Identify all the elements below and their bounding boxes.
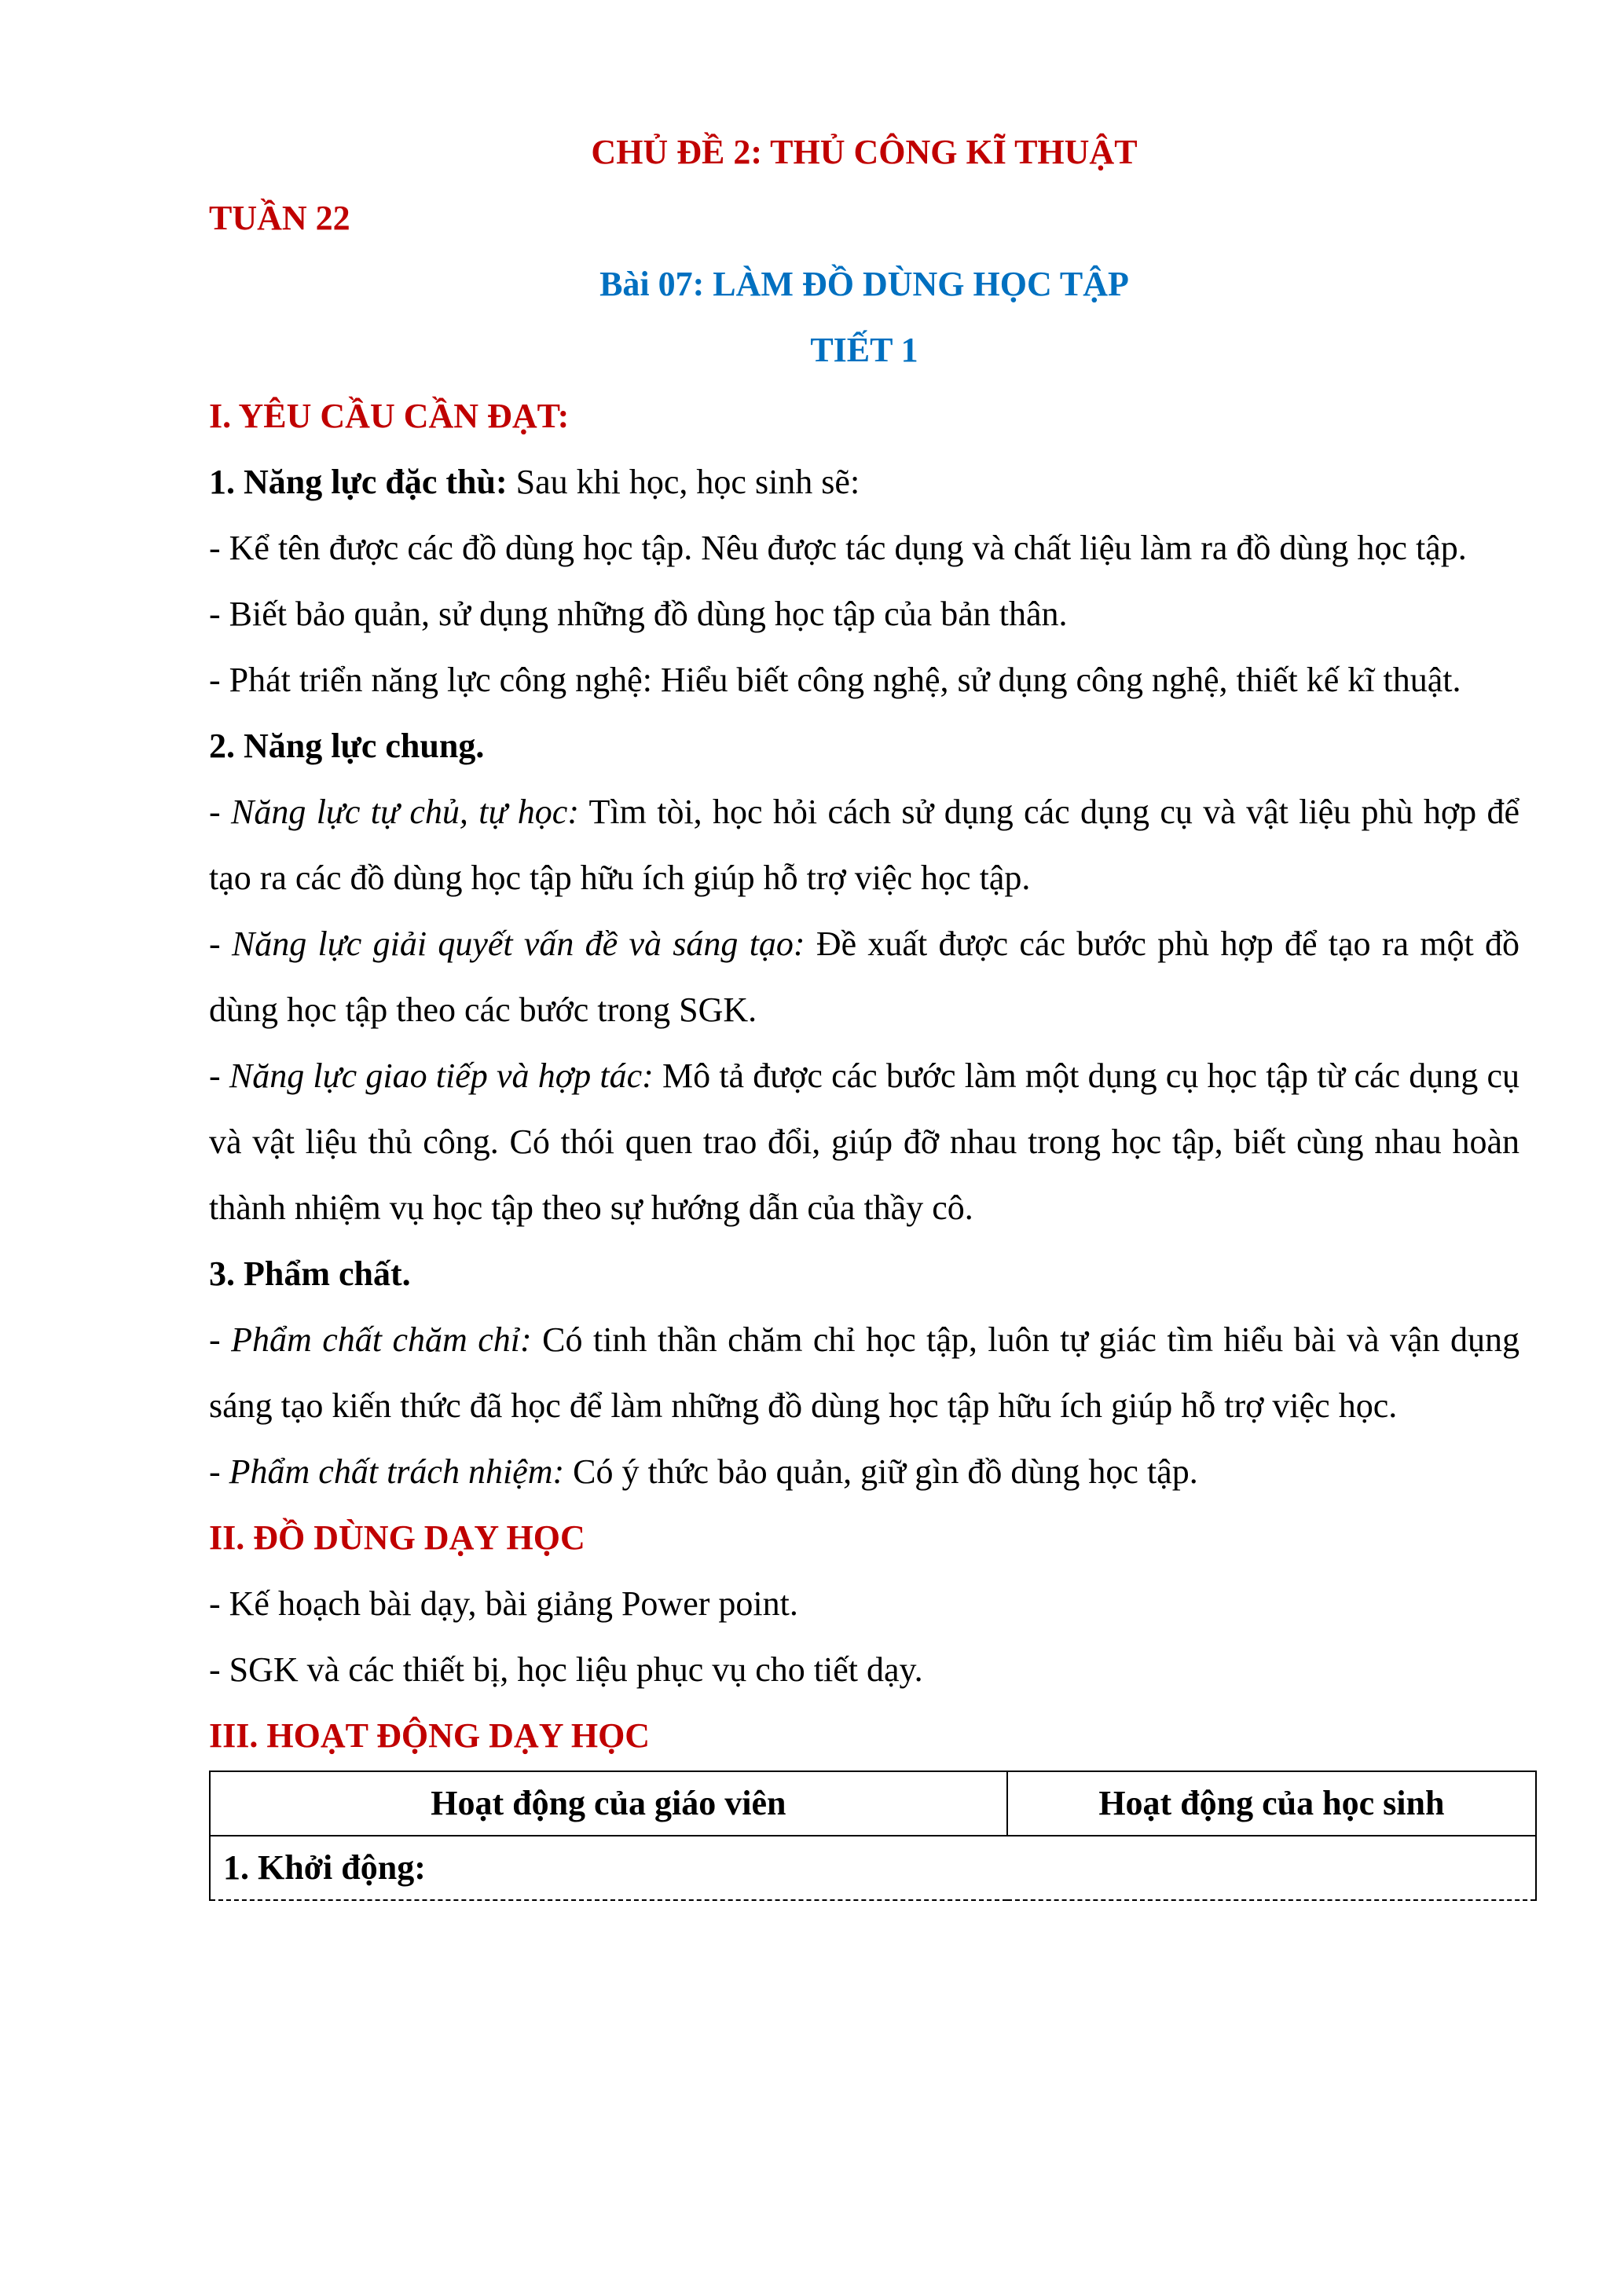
topic-title: CHỦ ĐỀ 2: THỦ CÔNG KĨ THUẬT	[591, 133, 1138, 171]
general-item-3-label: Năng lực giao tiếp và hợp tác:	[229, 1056, 654, 1095]
quality-item-1-text: Có tinh thần chăm chỉ học tập, luôn tự giác tìm hiểu bài và vận dụng sáng tạo kiến thức đã học để làm những đồ dùng học tập hữu ích giúp hỗ trợ việc học.	[209, 1320, 1520, 1425]
general-item-3	[209, 1043, 1520, 1241]
specific-item-1: - Kể tên được các đồ dùng học tập. Nêu được tác dụng và chất liệu làm ra đồ dùng học tập.	[209, 529, 1467, 567]
lesson-title: Bài 07: LÀM ĐỒ DÙNG HỌC TẬP	[599, 265, 1129, 303]
quality-heading: 3. Phẩm chất.	[209, 1254, 411, 1293]
week-label: TUẦN 22	[209, 199, 350, 237]
item-dash: -	[209, 793, 231, 831]
specific-item-3: - Phát triển năng lực công nghệ: Hiểu biết công nghệ, sử dụng công nghệ, thiết kế kĩ thuật.	[209, 661, 1461, 699]
general-item-2	[209, 911, 1520, 1043]
activity-table	[209, 1771, 1537, 1901]
general-item-1-text: Tìm tòi, học hỏi cách sử dụng các dụng cụ và vật liệu phù hợp để tạo ra các đồ dùng học tập hữu ích giúp hỗ trợ việc học tập.	[209, 793, 1520, 897]
section2-title: II. ĐỒ DÙNG DẠY HỌC	[209, 1518, 585, 1557]
item-dash: -	[209, 1056, 229, 1095]
quality-item-2-text: Có ý thức bảo quản, giữ gìn đồ dùng học tập.	[564, 1452, 1198, 1491]
warmup-row-label: 1. Khởi động:	[210, 1836, 1536, 1900]
general-item-1	[209, 779, 1520, 911]
specific-competence-heading: 1. Năng lực đặc thù:	[209, 463, 508, 501]
general-item-3-text: Mô tả được các bước làm một dụng cụ học tập từ các dụng cụ và vật liệu thủ công. Có thói quen trao đổi, giúp đỡ nhau trong học tập, biết cùng nhau hoàn thành nhiệm vụ học tập theo sự hướng dẫn của thầy cô.	[209, 1056, 1520, 1227]
document-content	[209, 119, 1520, 1901]
item-dash: -	[209, 925, 232, 963]
general-item-2-text: Đề xuất được các bước phù hợp để tạo ra một đồ dùng học tập theo các bước trong SGK.	[209, 925, 1520, 1029]
item-dash: -	[209, 1320, 232, 1359]
equipment-item-1: - Kế hoạch bài dạy, bài giảng Power point.	[209, 1584, 798, 1623]
teacher-column-header: Hoạt động của giáo viên	[210, 1771, 1007, 1836]
quality-item-1-label: Phẩm chất chăm chỉ:	[231, 1320, 532, 1359]
period-label: TIẾT 1	[810, 331, 918, 369]
item-dash: -	[209, 1452, 229, 1491]
student-column-header: Hoạt động của học sinh	[1007, 1771, 1536, 1836]
table-header-row	[210, 1771, 1536, 1836]
general-item-2-label: Năng lực giải quyết vấn đề và sáng tạo:	[231, 925, 805, 963]
general-competence-heading: 2. Năng lực chung.	[209, 727, 485, 765]
specific-competence-intro: Sau khi học, học sinh sẽ:	[507, 463, 860, 501]
specific-item-2: - Biết bảo quản, sử dụng những đồ dùng học tập của bản thân.	[209, 595, 1068, 633]
quality-item-1	[209, 1307, 1520, 1439]
table-row	[210, 1836, 1536, 1900]
specific-competence-line	[209, 449, 1520, 515]
section3-title: III. HOẠT ĐỘNG DẠY HỌC	[209, 1716, 651, 1755]
section1-title: I. YÊU CẦU CẦN ĐẠT:	[209, 397, 570, 435]
quality-item-2-label: Phẩm chất trách nhiệm:	[229, 1452, 565, 1491]
quality-item-2	[209, 1439, 1520, 1505]
equipment-item-2: - SGK và các thiết bị, học liệu phục vụ cho tiết dạy.	[209, 1650, 923, 1689]
general-item-1-label: Năng lực tự chủ, tự học:	[231, 793, 579, 831]
